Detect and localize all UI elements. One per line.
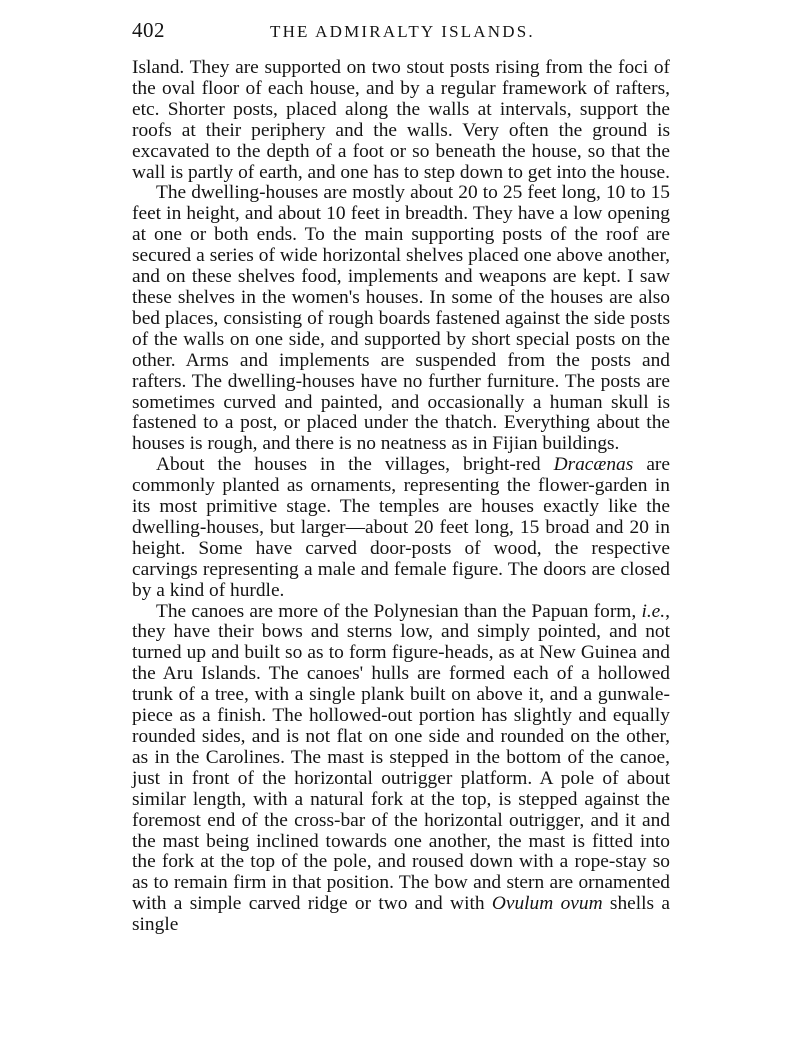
italic-term: Dracænas [553,454,634,476]
text-run: , they have their bows and sterns low, and simply pointed, and not turned up and built so as to form figure-heads, as at New Guinea and the Aru Islands. The canoes' hulls are formed each of a hollowed trunk of a tree, with a single plank built on above it, and a gunwale-piece as a finish. The hollowed-out portion has slightly and equally rounded sides, and is not flat on one side and rounded on the other, as in the Carolines. The mast is stepped in the bottom of the canoe, just in front of the horizontal outrigger platform. A pole of about similar length, with a natural fork at the top, is stepped against the foremost end of the cross-bar of the horizontal outrigger, and it and the mast being inclined towards one another, the mast is fitted into the fork at the top of the pole, and roused down with a rope-stay so as to remain firm in that position. The bow and stern are ornamented with a simple carved ridge or two and with [132,600,670,915]
paragraph-dwelling-houses [132,183,670,455]
paragraph-house-structure [132,58,670,183]
text-run: The dwelling-houses are mostly about 20 to 25 feet long, 10 to 15 feet in height, and about 10 feet in breadth. They have a low opening at one or both ends. To the main supporting posts of the roof are secured a series of wide horizontal shelves placed one above another, and on these shelves food, implements and weapons are kept. I saw these shelves in the women's houses. In some of the houses are also bed places, consisting of rough boards fastened against the side posts of the walls on one side, and supported by short special posts on the other. Arms and implements are suspended from the posts and rafters. The dwelling-houses have no further furniture. The posts are sometimes curved and painted, and occasionally a human skull is fastened to a post, or placed under the thatch. Everything about the houses is rough, and there is no neatness as in Fijian buildings. [132,182,670,455]
page-number: 402 [132,18,165,42]
paragraph-villages-temples [132,455,670,601]
page-header [132,18,670,48]
running-title: THE ADMIRALTY ISLANDS. [270,22,535,41]
text-run: Island. They are supported on two stout posts rising from the foci of the oval floor of each house, and by a regular framework of rafters, etc. Shorter posts, placed along the walls at intervals, support the roofs at their periphery and the walls. Very often the ground is excavated to the depth of a foot or so beneath the house, so that the wall is partly of earth, and one has to step down to get into the house. [132,57,670,183]
italic-term: i.e. [641,600,666,622]
text-run: About the houses in the villages, bright-red [156,454,554,476]
paragraph-canoes [132,602,670,937]
body-text [132,58,670,936]
text-run: shells a single [132,893,670,936]
italic-term: Ovulum ovum [491,893,603,915]
text-run: are commonly planted as ornaments, representing the flower-garden in its most primitive stage. The temples are houses exactly like the dwelling-houses, but larger—about 20 feet long, 15 broad and 20 in height. Some have carved door-posts of wood, the respective carvings representing a male and female figure. The doors are closed by a kind of hurdle. [132,454,670,601]
text-run: The canoes are more of the Polynesian than the Papuan form, [156,600,642,622]
